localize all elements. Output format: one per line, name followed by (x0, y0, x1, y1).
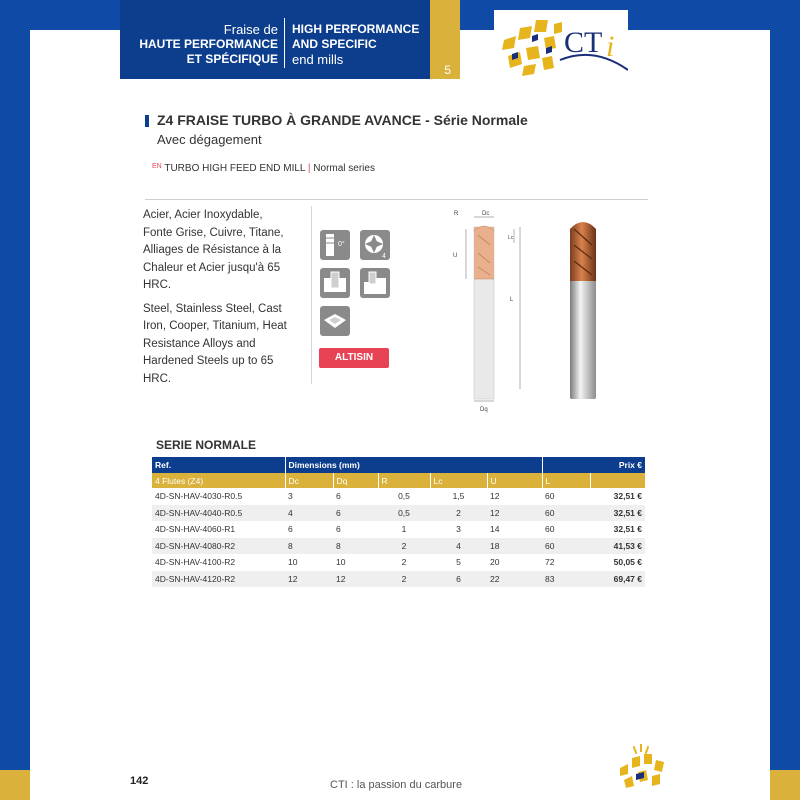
header-en-line1: HIGH PERFORMANCE (292, 22, 420, 36)
cell-l: 60 (545, 524, 555, 535)
cell-price: 32,51 € (613, 491, 642, 502)
coating-badge: ALTISIN (319, 348, 389, 368)
technical-drawing (448, 205, 538, 415)
cell-lc: 6 (430, 571, 487, 588)
material-description (143, 207, 293, 394)
cell-dc: 3 (288, 491, 293, 502)
cell-u: 20 (490, 557, 500, 568)
col-dq: Dq (333, 473, 378, 488)
cell-l: 60 (542, 538, 590, 555)
description-en: Steel, Stainless Steel, Cast Iron, Cooper, Titanium, Heat Resistance Alloys and Hardened Steels up to 65 HRC. (143, 302, 287, 385)
table-row (152, 571, 645, 588)
svg-text:0°: 0° (338, 241, 345, 248)
cti-logo (494, 10, 628, 78)
svg-text:Lc: Lc (508, 235, 514, 241)
cell-dc: 10 (288, 557, 298, 568)
table-row (152, 521, 645, 538)
cell-dc: 8 (285, 538, 333, 555)
header-fr-line2: HAUTE PERFORMANCE (139, 37, 278, 51)
catalog-page (30, 30, 770, 770)
cell-price: 32,51 € (613, 524, 642, 535)
cell-dq: 10 (336, 557, 346, 568)
cell-ref: 4D-SN-HAV-4080-R2 (152, 538, 285, 555)
cell-lc: 3 (456, 524, 461, 535)
cell-r: 2 (378, 571, 430, 588)
subheader-flutes: 4 Flutes (Z4) (152, 473, 285, 488)
header-price: Prix € (542, 457, 645, 473)
cell-r: 1 (401, 524, 407, 535)
section-header (120, 0, 460, 79)
cell-ref: 4D-SN-HAV-4040-R0.5 (152, 505, 285, 522)
product-subtitle: Avec dégagement (157, 132, 262, 147)
page-number: 142 (130, 775, 149, 787)
logo-text: C (564, 26, 585, 59)
cell-price: 41,53 € (590, 538, 645, 555)
cell-price: 50,05 € (613, 557, 642, 568)
cell-dq: 6 (336, 524, 341, 535)
header-en-line3: end mills (292, 52, 344, 67)
table-header-row (152, 457, 645, 473)
product-photo (562, 215, 607, 405)
cell-dq: 6 (333, 505, 378, 522)
cell-ref: 4D-SN-HAV-4030-R0.5 (155, 491, 243, 502)
svg-text:4: 4 (382, 253, 386, 260)
cell-u: 12 (487, 505, 542, 522)
col-price (590, 473, 645, 488)
cell-u: 14 (490, 524, 500, 535)
table-row (152, 505, 645, 522)
cell-u: 12 (490, 491, 500, 502)
footer-logo-icon (614, 742, 668, 792)
header-ref: Ref. (152, 457, 285, 473)
header-fr-line3: ET SPÉCIFIQUE (186, 52, 278, 66)
header-fr-line1: Fraise de (223, 22, 278, 37)
section-number: 5 (444, 63, 451, 77)
slotting-icon (320, 268, 350, 298)
english-title (152, 163, 375, 174)
en-product-name: TURBO HIGH FEED END MILL (164, 163, 306, 174)
cell-dc: 6 (288, 524, 293, 535)
cell-l: 83 (542, 571, 590, 588)
footer-tagline: CTI : la passion du carbure (330, 779, 463, 791)
cell-lc: 2 (430, 505, 487, 522)
cell-dc: 12 (285, 571, 333, 588)
header-english (292, 22, 419, 67)
cell-ref: 4D-SN-HAV-4100-R2 (155, 557, 236, 568)
col-l: L (542, 473, 590, 488)
cell-r: 0,5 (378, 505, 430, 522)
cell-ref: 4D-SN-HAV-4060-R1 (155, 524, 236, 535)
cell-price: 69,47 € (590, 571, 645, 588)
col-lc: Lc (430, 473, 487, 488)
en-series: Normal series (313, 163, 375, 174)
svg-text:Dc: Dc (482, 211, 490, 217)
table-row (152, 554, 645, 571)
cell-u: 18 (487, 538, 542, 555)
pocketing-icon (320, 306, 350, 336)
col-r: R (378, 473, 430, 488)
cell-l: 60 (545, 491, 555, 502)
table-subheader-row (152, 473, 645, 488)
table-row (152, 488, 645, 505)
divider (145, 199, 648, 200)
cell-dq: 12 (333, 571, 378, 588)
cell-lc: 4 (430, 538, 487, 555)
product-title: Z4 FRAISE TURBO À GRANDE AVANCE - Série Normale (157, 112, 528, 128)
cell-r: 2 (378, 538, 430, 555)
col-dc: Dc (285, 473, 333, 488)
cell-r: 0,5 (398, 491, 410, 502)
svg-text:i: i (606, 30, 615, 63)
title-marker (145, 115, 149, 127)
specification-table (152, 457, 645, 587)
cell-lc: 5 (456, 557, 461, 568)
svg-text:L: L (510, 297, 514, 303)
svg-text:Dq: Dq (480, 407, 488, 413)
cell-l: 72 (545, 557, 555, 568)
helix-angle-icon (320, 230, 350, 260)
cell-r: 2 (401, 557, 407, 568)
en-tag: EN (152, 163, 162, 170)
cell-l: 60 (542, 505, 590, 522)
cell-dc: 4 (285, 505, 333, 522)
col-u: U (487, 473, 542, 488)
cell-u: 22 (487, 571, 542, 588)
header-en-line2: AND SPECIFIC (292, 37, 377, 51)
en-separator: | (307, 163, 311, 174)
cell-dq: 8 (333, 538, 378, 555)
cell-price: 32,51 € (590, 505, 645, 522)
svg-text:U: U (453, 253, 458, 259)
header-french (120, 22, 278, 67)
svg-text:R: R (454, 211, 459, 217)
header-dimensions: Dimensions (mm) (285, 457, 542, 473)
table-row (152, 538, 645, 555)
flutes-icon (360, 230, 390, 260)
profiling-icon (360, 268, 390, 298)
cell-dq: 6 (336, 491, 341, 502)
svg-text:T: T (584, 26, 603, 59)
header-divider (284, 18, 285, 68)
cell-lc: 1,5 (452, 491, 465, 502)
table-section-title: SERIE NORMALE (156, 438, 257, 452)
description-fr: Acier, Acier Inoxydable, Fonte Grise, Cuivre, Titane, Alliages de Résistance à la Chaleur et Acier jusqu'à 65 HRC. (143, 209, 284, 291)
cell-ref: 4D-SN-HAV-4120-R2 (152, 571, 285, 588)
column-divider (311, 206, 312, 384)
